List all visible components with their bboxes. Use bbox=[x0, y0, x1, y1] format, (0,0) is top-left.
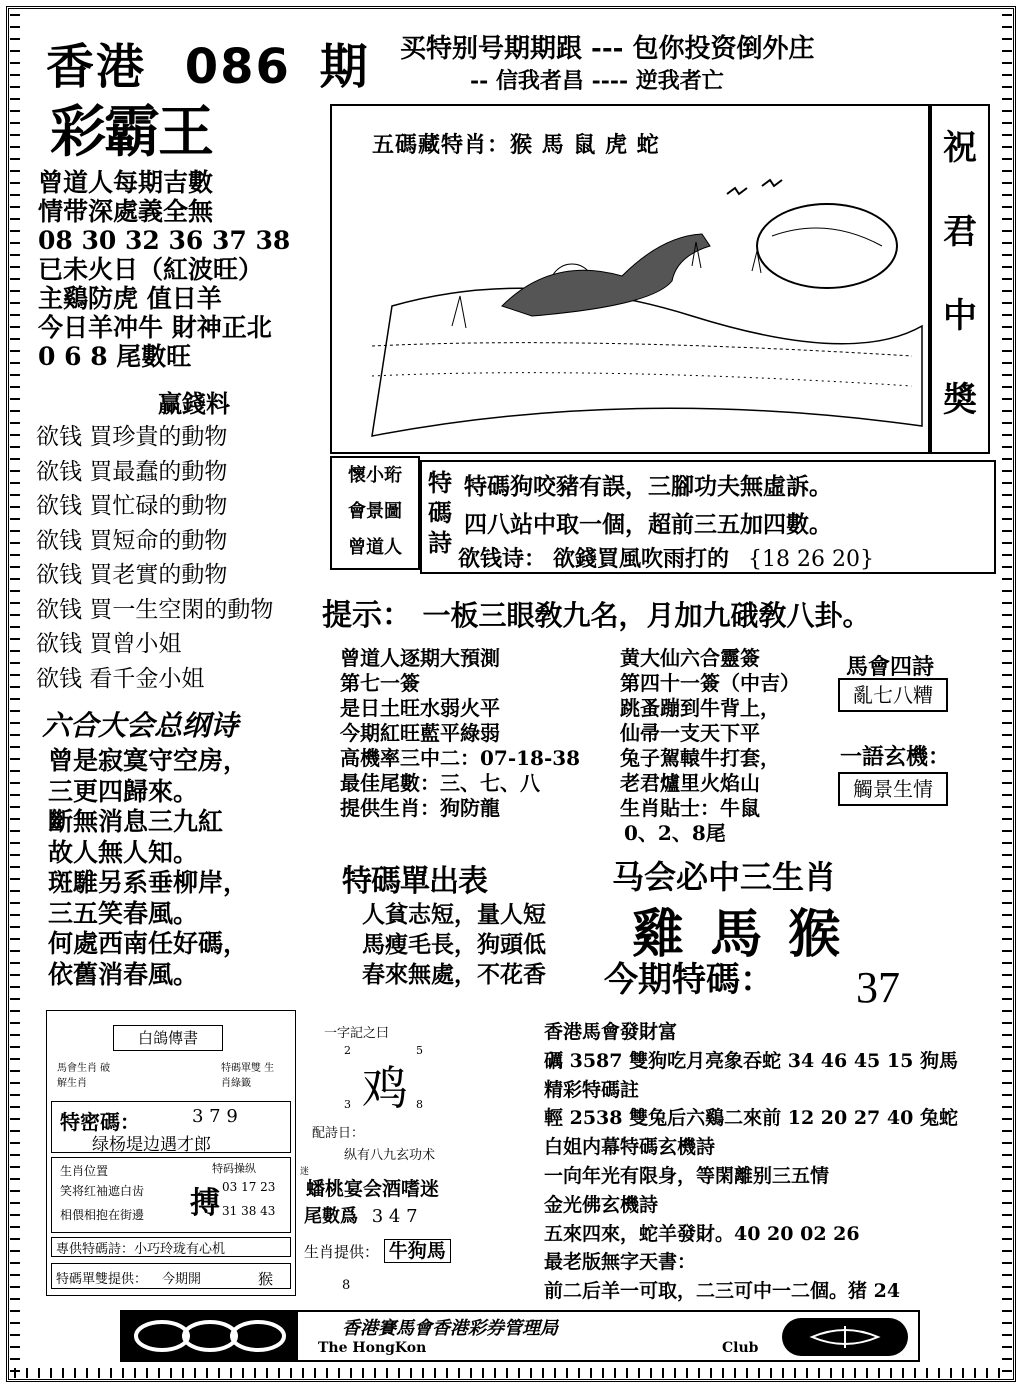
win-prefix: 欲钱 bbox=[36, 665, 82, 692]
zodiac-row bbox=[304, 1236, 451, 1263]
big-char: 搏 bbox=[190, 1186, 220, 1221]
forecast-line: 高機率三中二：07-18-38 bbox=[340, 746, 581, 770]
riddle: 蟠桃宴会酒嗜迷 bbox=[306, 1178, 440, 1200]
pos2: 相偎相抱在街邊 bbox=[60, 1208, 145, 1222]
slogan-sub: -- 信我者昌 ---- 逆我者亡 bbox=[470, 68, 724, 94]
one-char-title: 一字記之曰 bbox=[324, 1026, 390, 1041]
banner-char: 奬 bbox=[943, 380, 977, 420]
hk-fortune bbox=[544, 1018, 958, 1306]
special-line2: 四八站中取一個，超前三五加四數。 bbox=[464, 512, 832, 538]
footer-en-right: Club bbox=[722, 1340, 759, 1356]
grab-line: 春來無處，不花香 bbox=[362, 961, 546, 988]
one-char-bottom-num: 8 bbox=[342, 1278, 351, 1293]
single-box bbox=[51, 1263, 291, 1289]
forecast-line: 第七一簽 bbox=[340, 671, 420, 695]
info-line: 主鷄防虎 值日羊 bbox=[38, 284, 222, 313]
win-item bbox=[36, 593, 273, 628]
win-item bbox=[36, 627, 273, 662]
win-item bbox=[36, 420, 273, 455]
fortune-line: 最老版無字天書： bbox=[544, 1251, 697, 1274]
forecast-line: 最佳尾數：三、七、八 bbox=[340, 771, 540, 795]
tail-nums: 3 4 7 bbox=[371, 1206, 418, 1227]
side-labels bbox=[428, 468, 452, 558]
logo-title: 彩霸王 bbox=[50, 100, 212, 165]
left-zigzag-border bbox=[10, 14, 20, 1374]
issue-number: 086 bbox=[184, 39, 291, 95]
this-issue-label: 今期特碼： bbox=[604, 960, 774, 1000]
hint-row bbox=[322, 590, 870, 634]
special-code-poem bbox=[420, 460, 996, 574]
info-line: 曾道人每期吉數 bbox=[38, 168, 214, 197]
fortune-line: 輕 2538 雙兔后六鷄二來前 12 20 27 40 兔蛇 bbox=[544, 1107, 958, 1130]
win-text: 買短命的動物 bbox=[89, 527, 228, 554]
grab-line: 人貧志短，量人短 bbox=[362, 901, 546, 928]
single-animal: 猴 bbox=[258, 1270, 274, 1288]
white-crane-title: 白鴿傳書 bbox=[113, 1025, 223, 1051]
win-text: 買一生空閑的動物 bbox=[89, 596, 274, 623]
vertical-banner-good-luck bbox=[930, 104, 990, 454]
win-text: 買珍貴的動物 bbox=[89, 424, 228, 450]
tail-label: 尾數爲 bbox=[304, 1206, 358, 1227]
pos1: 笑将红袖遮白齿 bbox=[60, 1184, 145, 1198]
stamp-text: 曾道人 bbox=[348, 537, 402, 558]
fortune-line: 香港馬會發財富 bbox=[544, 1021, 678, 1043]
club-poem-title: 馬會四詩 bbox=[846, 655, 935, 680]
wts-line: 0、2、8尾 bbox=[624, 821, 726, 845]
win-text: 看千金小姐 bbox=[89, 665, 205, 692]
one-char-n3: 3 bbox=[344, 1098, 351, 1111]
win-item bbox=[36, 662, 273, 697]
bottom-zigzag-border bbox=[14, 1368, 1008, 1378]
wong-tai-sin bbox=[620, 646, 800, 846]
secret-code-box bbox=[51, 1101, 291, 1153]
win-item bbox=[36, 524, 273, 559]
win-text: 買曾小姐 bbox=[89, 631, 182, 657]
stamp-text: 會景圖 bbox=[348, 501, 402, 522]
win-item bbox=[36, 455, 273, 490]
left-info-block bbox=[38, 168, 290, 371]
white-crane-tr-note: 特碼單雙 生肖綠籤 bbox=[221, 1063, 275, 1089]
win-item bbox=[36, 489, 273, 524]
white-crane-tl-note: 馬會生肖 破解生肖 bbox=[57, 1063, 111, 1089]
jockey-club-logo-left bbox=[122, 1312, 298, 1360]
one-char-n8: 8 bbox=[416, 1098, 423, 1111]
wts-line: 仙帚一支天下平 bbox=[620, 721, 760, 745]
win-prefix: 欲钱 bbox=[36, 493, 82, 519]
three-zodiac-title: 马会必中三生肖 bbox=[612, 858, 837, 896]
white-crane-card bbox=[46, 1010, 296, 1296]
riddle-label: 迷 bbox=[300, 1167, 310, 1177]
banner-char: 中 bbox=[943, 296, 977, 336]
sp-line: 專供特碼詩：小巧玲珑有心机 bbox=[51, 1237, 291, 1257]
wts-line: 第四十一簽（中吉） bbox=[620, 671, 800, 695]
side-label: 碼 bbox=[428, 498, 452, 527]
fortune-line: 白姐内幕特碼玄機詩 bbox=[544, 1136, 716, 1159]
poem-line: 三五笑春風。 bbox=[48, 898, 199, 928]
info-line: 0 6 8 尾數旺 bbox=[38, 342, 192, 371]
special-grab-title: 特碼單出表 bbox=[342, 864, 487, 899]
special-line3-text: 欲錢買風吹雨打的 bbox=[553, 546, 730, 572]
win-money-title: 赢錢料 bbox=[158, 389, 230, 418]
win-prefix: 欲钱 bbox=[36, 458, 82, 485]
forecast-line: 今期紅旺藍平綠弱 bbox=[340, 721, 500, 745]
nums-label: 特码操纵 bbox=[212, 1162, 256, 1175]
match-label: 配詩日： bbox=[312, 1126, 365, 1141]
brand-hk: 香港 bbox=[46, 39, 147, 95]
stamp-seal bbox=[330, 456, 420, 570]
special-line3-label: 欲钱诗： bbox=[458, 546, 547, 572]
side-label: 特 bbox=[428, 468, 452, 497]
one-char-n2: 2 bbox=[344, 1044, 351, 1057]
special-line3 bbox=[458, 542, 874, 573]
right-zigzag-border bbox=[1002, 14, 1012, 1374]
special-line1: 特碼狗咬豬有誤，三腳功夫無虛訴。 bbox=[464, 474, 832, 500]
wts-line: 生肖貼士：牛鼠 bbox=[620, 796, 760, 820]
fortune-line: 一向年光有限身，等閑離别三五情 bbox=[544, 1164, 830, 1187]
footer-banner bbox=[120, 1310, 920, 1362]
banner-char: 祝 bbox=[943, 128, 977, 168]
wts-line: 黄大仙六合靈簽 bbox=[620, 646, 760, 670]
poem-line: 曾是寂寞守空房， bbox=[48, 746, 249, 775]
position-box bbox=[51, 1157, 291, 1233]
win-text: 買最蠢的動物 bbox=[89, 458, 228, 485]
footer-cn: 香港賽馬會香港彩券管理局 bbox=[342, 1318, 558, 1339]
win-prefix: 欲钱 bbox=[36, 527, 82, 554]
poem-line: 斷無消息三九紅 bbox=[48, 807, 224, 836]
fortune-line: 精彩特碼註 bbox=[544, 1078, 640, 1101]
poem-line: 斑騅另系垂柳岸， bbox=[48, 868, 249, 897]
fortune-line: 前二后羊一可取，二三可中一二個。猪 24 bbox=[544, 1280, 901, 1303]
one-char-n5: 5 bbox=[416, 1044, 423, 1057]
info-line: 今日羊冲牛 財神正北 bbox=[38, 313, 272, 342]
main-poem-title: 六合大会总纲诗 bbox=[42, 709, 239, 742]
zeng-forecast bbox=[340, 646, 580, 821]
wts-line: 兔子駕轅牛打套， bbox=[620, 746, 780, 770]
this-issue-number: 37 bbox=[856, 963, 900, 1012]
stamp-text: 懷小珩 bbox=[348, 465, 402, 486]
lottery-logo-right bbox=[782, 1318, 908, 1356]
fortune-line: 五來四來，蛇羊發財。40 20 02 26 bbox=[544, 1222, 860, 1245]
wts-line: 老君爐里火焰山 bbox=[620, 771, 760, 795]
hint-text: 一板三眼敎九名，月加九硪敎八卦。 bbox=[422, 599, 871, 632]
poem-line: 依舊消春風。 bbox=[48, 959, 199, 989]
footer-en-left: The HongKon bbox=[318, 1340, 427, 1356]
one-char-char: 鸡 bbox=[362, 1061, 408, 1115]
sunset-mongoose-illustration bbox=[332, 106, 930, 454]
forecast-line: 曾道人逐期大預測 bbox=[340, 646, 500, 670]
info-line: 08 30 32 36 37 38 bbox=[38, 226, 291, 255]
win-prefix: 欲钱 bbox=[36, 631, 82, 657]
picture-caption: 五碼藏特肖：猴 馬 鼠 虎 蛇 bbox=[372, 132, 660, 158]
three-zodiac-animals: 雞 馬 猴 bbox=[632, 905, 845, 965]
win-money-list bbox=[36, 420, 273, 696]
main-poem bbox=[48, 746, 248, 990]
hint-label: 提示： bbox=[322, 598, 412, 633]
side-label: 詩 bbox=[428, 528, 452, 557]
forecast-line: 是日土旺水弱火平 bbox=[340, 696, 500, 720]
single-label: 特碼單雙提供： bbox=[56, 1272, 148, 1287]
illustration-panel bbox=[330, 104, 930, 454]
info-line: 已未火日（紅波旺） bbox=[38, 255, 264, 284]
win-prefix: 欲钱 bbox=[36, 596, 82, 623]
secret-nums: 3 7 9 bbox=[192, 1106, 238, 1127]
special-grab-lines bbox=[362, 900, 546, 990]
zodiac-label: 生肖提供： bbox=[304, 1243, 380, 1261]
one-word-title: 一語玄機： bbox=[840, 745, 951, 770]
one-word-value: 觸景生情 bbox=[838, 772, 948, 806]
nums1: 03 17 23 bbox=[222, 1180, 276, 1194]
header-brand bbox=[46, 28, 370, 97]
win-text: 買老實的動物 bbox=[89, 562, 228, 588]
win-prefix: 欲钱 bbox=[36, 562, 82, 588]
issue-qi: 期 bbox=[319, 39, 370, 95]
zodiac-val: 牛狗馬 bbox=[384, 1239, 451, 1263]
fortune-line: 金光佛玄機詩 bbox=[544, 1193, 659, 1216]
banner-char: 君 bbox=[943, 212, 977, 252]
grab-line: 馬瘦毛長，狗頭低 bbox=[362, 931, 546, 958]
wts-line: 跳蚤蹦到牛背上， bbox=[620, 696, 780, 720]
special-line3-nums: {18 26 20} bbox=[748, 547, 874, 572]
info-line: 情带深處義全無 bbox=[38, 197, 214, 226]
single-val: 今期開 bbox=[162, 1272, 202, 1287]
fortune-line: 礪 3587 雙狗吃月亮象吞蛇 34 46 45 15 狗馬 bbox=[544, 1049, 958, 1072]
poem-line: 故人無人知。 bbox=[48, 837, 199, 867]
slogan-top: 买特别号期期跟 --- 包你投资倒外庄 bbox=[400, 34, 815, 64]
secret-line: 绿杨堤边遇才郎 bbox=[92, 1135, 211, 1155]
club-poem-value: 亂七八糟 bbox=[838, 678, 948, 712]
forecast-line: 提供生肖：狗防龍 bbox=[340, 796, 500, 820]
win-prefix: 欲钱 bbox=[36, 424, 82, 450]
win-text: 買忙碌的動物 bbox=[89, 493, 228, 519]
nums2: 31 38 43 bbox=[222, 1204, 276, 1218]
tail-row bbox=[304, 1202, 418, 1228]
poem-line: 三更四歸來。 bbox=[48, 776, 199, 806]
pos-label: 生肖位置 bbox=[60, 1164, 109, 1178]
match-text: 纵有八九玄功术 bbox=[344, 1148, 436, 1163]
poem-line: 何處西南任好碼， bbox=[48, 929, 249, 958]
one-char-card bbox=[300, 1018, 470, 1293]
win-item bbox=[36, 558, 273, 593]
secret-label: 特密碼： bbox=[60, 1110, 140, 1134]
